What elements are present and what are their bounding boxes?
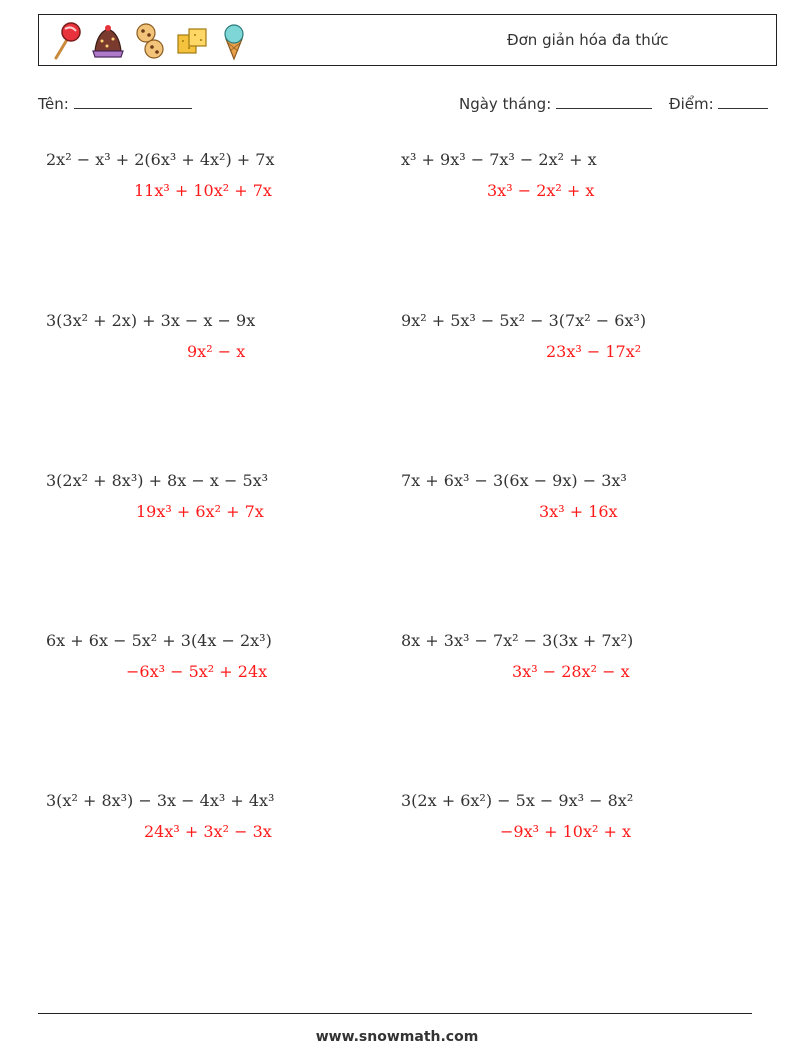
name-label: Tên: bbox=[38, 95, 69, 113]
problem-answer: −9x³ + 10x² + x bbox=[500, 822, 631, 841]
problem-answer: 3x³ − 2x² + x bbox=[487, 181, 595, 200]
problem-answer: 19x³ + 6x² + 7x bbox=[136, 502, 264, 521]
problem-expression: 2x² − x³ + 2(6x³ + 4x²) + 7x bbox=[46, 150, 275, 169]
problem-expression: 3(2x² + 8x³) + 8x − x − 5x³ bbox=[46, 471, 269, 490]
date-label: Ngày tháng: bbox=[459, 95, 552, 113]
problem-answer: 3x³ + 16x bbox=[539, 502, 618, 521]
cake-icon bbox=[91, 21, 125, 61]
date-field bbox=[459, 94, 652, 113]
problem-answer: 3x³ − 28x² − x bbox=[512, 662, 630, 681]
worksheet-header bbox=[38, 14, 777, 66]
page-title: Đơn giản hóa đa thức bbox=[507, 31, 669, 49]
problem-expression: 7x + 6x³ − 3(6x − 9x) − 3x³ bbox=[401, 471, 627, 490]
problem-answer: 23x³ − 17x² bbox=[546, 342, 642, 361]
footer-url[interactable]: www.snowmath.com bbox=[315, 1029, 479, 1045]
problem-expression: 3(3x² + 2x) + 3x − x − 9x bbox=[46, 311, 256, 330]
problem-expression: 6x + 6x − 5x² + 3(4x − 2x³) bbox=[46, 631, 272, 650]
problem-expression: 9x² + 5x³ − 5x² − 3(7x² − 6x³) bbox=[401, 311, 647, 330]
cookies-icon bbox=[133, 21, 167, 61]
problem-answer: −6x³ − 5x² + 24x bbox=[126, 662, 268, 681]
name-field bbox=[38, 94, 192, 113]
problem-answer: 11x³ + 10x² + 7x bbox=[134, 181, 272, 200]
problem-expression: 8x + 3x³ − 7x² − 3(3x + 7x²) bbox=[401, 631, 634, 650]
lollipop-icon bbox=[49, 21, 83, 61]
ice-cream-icon bbox=[217, 21, 251, 61]
crackers-icon bbox=[175, 21, 209, 61]
problem-answer: 24x³ + 3x² − 3x bbox=[144, 822, 272, 841]
problem-expression: 3(x² + 8x³) − 3x − 4x³ + 4x³ bbox=[46, 791, 275, 810]
problem-answer: 9x² − x bbox=[187, 342, 246, 361]
name-blank[interactable] bbox=[74, 94, 192, 109]
problem-expression: x³ + 9x³ − 7x³ − 2x² + x bbox=[401, 150, 597, 169]
score-blank[interactable] bbox=[718, 94, 768, 109]
score-label: Điểm: bbox=[669, 95, 714, 113]
problem-expression: 3(2x + 6x²) − 5x − 9x³ − 8x² bbox=[401, 791, 634, 810]
footer-divider bbox=[38, 1013, 752, 1014]
header-icons bbox=[49, 21, 251, 61]
date-blank[interactable] bbox=[556, 94, 652, 109]
score-field bbox=[669, 94, 768, 113]
